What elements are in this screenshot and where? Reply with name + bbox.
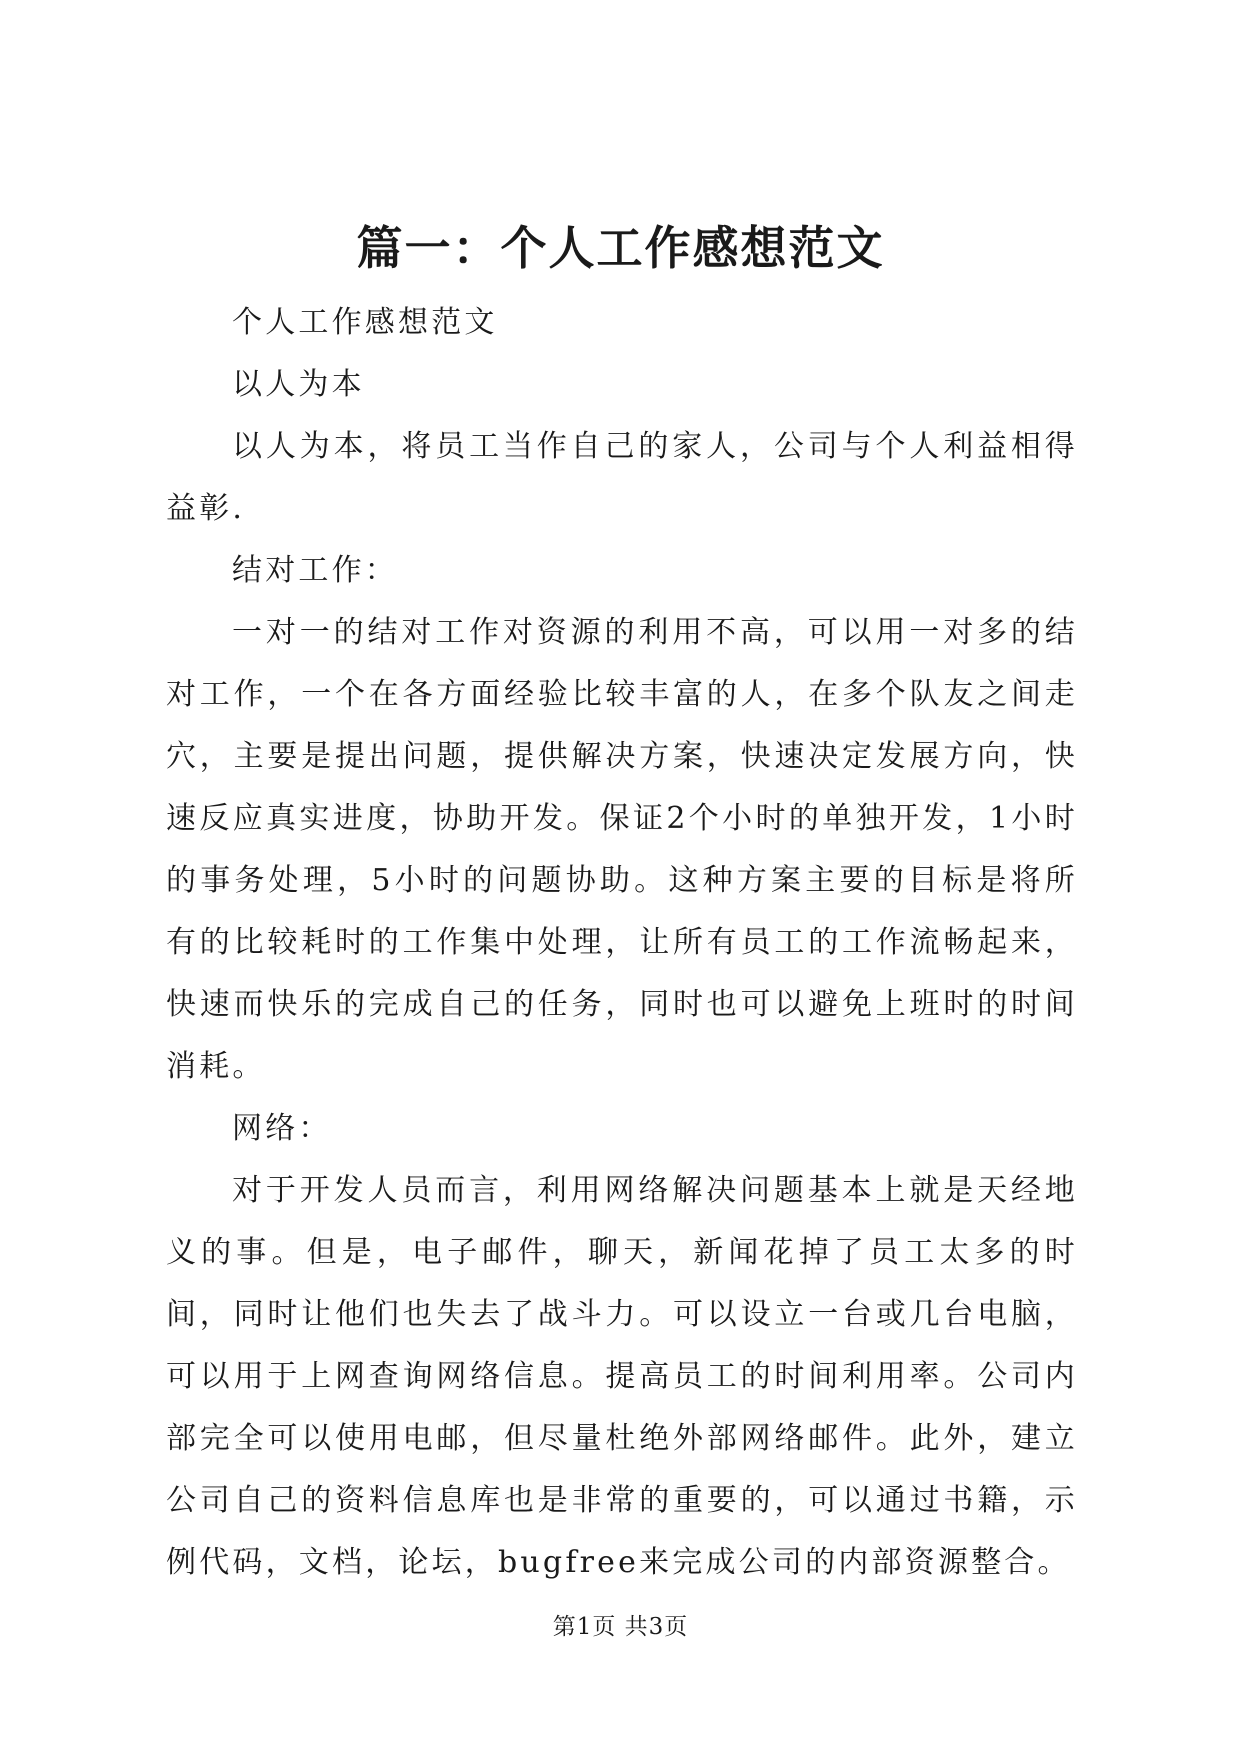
paragraph-network: 对于开发人员而言，利用网络解决问题基本上就是天经地义的事。但是，电子邮件，聊天，新闻花掉了员工太多的时间，同时让他们也失去了战斗力。可以设立一台或几台电脑，可以用于上网查询网络信息。提高员工的时间利用率。公司内部完全可以使用电邮，但尽量杜绝外部网络邮件。此外，建立公司自己的资料信息库也是非常的重要的，可以通过书籍，示例代码，文档，论坛，bugfree来完成公司的内部资源整合。 — [166, 1173, 1078, 1580]
paragraph-heading-people-first: 以人为本 — [232, 367, 365, 402]
document-title: 篇一：个人工作感想范文 — [356, 221, 885, 275]
paragraph-people-first: 以人为本，将员工当作自己的家人，公司与个人利益相得益彰. — [166, 429, 1078, 526]
page-footer: 第1页 共3页 — [552, 1614, 689, 1640]
paragraph-heading-pair-work: 结对工作： — [232, 553, 398, 588]
document-body — [166, 292, 1078, 1594]
paragraph-subtitle: 个人工作感想范文 — [232, 305, 498, 340]
paragraph-pair-work: 一对一的结对工作对资源的利用不高，可以用一对多的结对工作，一个在各方面经验比较丰富的人，在多个队友之间走穴，主要是提出问题，提供解决方案，快速决定发展方向，快速反应真实进度，协助开发。保证2个小时的单独开发，1小时的事务处理，5小时的问题协助。这种方案主要的目标是将所有的比较耗时的工作集中处理，让所有员工的工作流畅起来，快速而快乐的完成自己的任务，同时也可以避免上班时的时间消耗。 — [166, 615, 1078, 1084]
paragraph-heading-network: 网络： — [232, 1111, 332, 1146]
